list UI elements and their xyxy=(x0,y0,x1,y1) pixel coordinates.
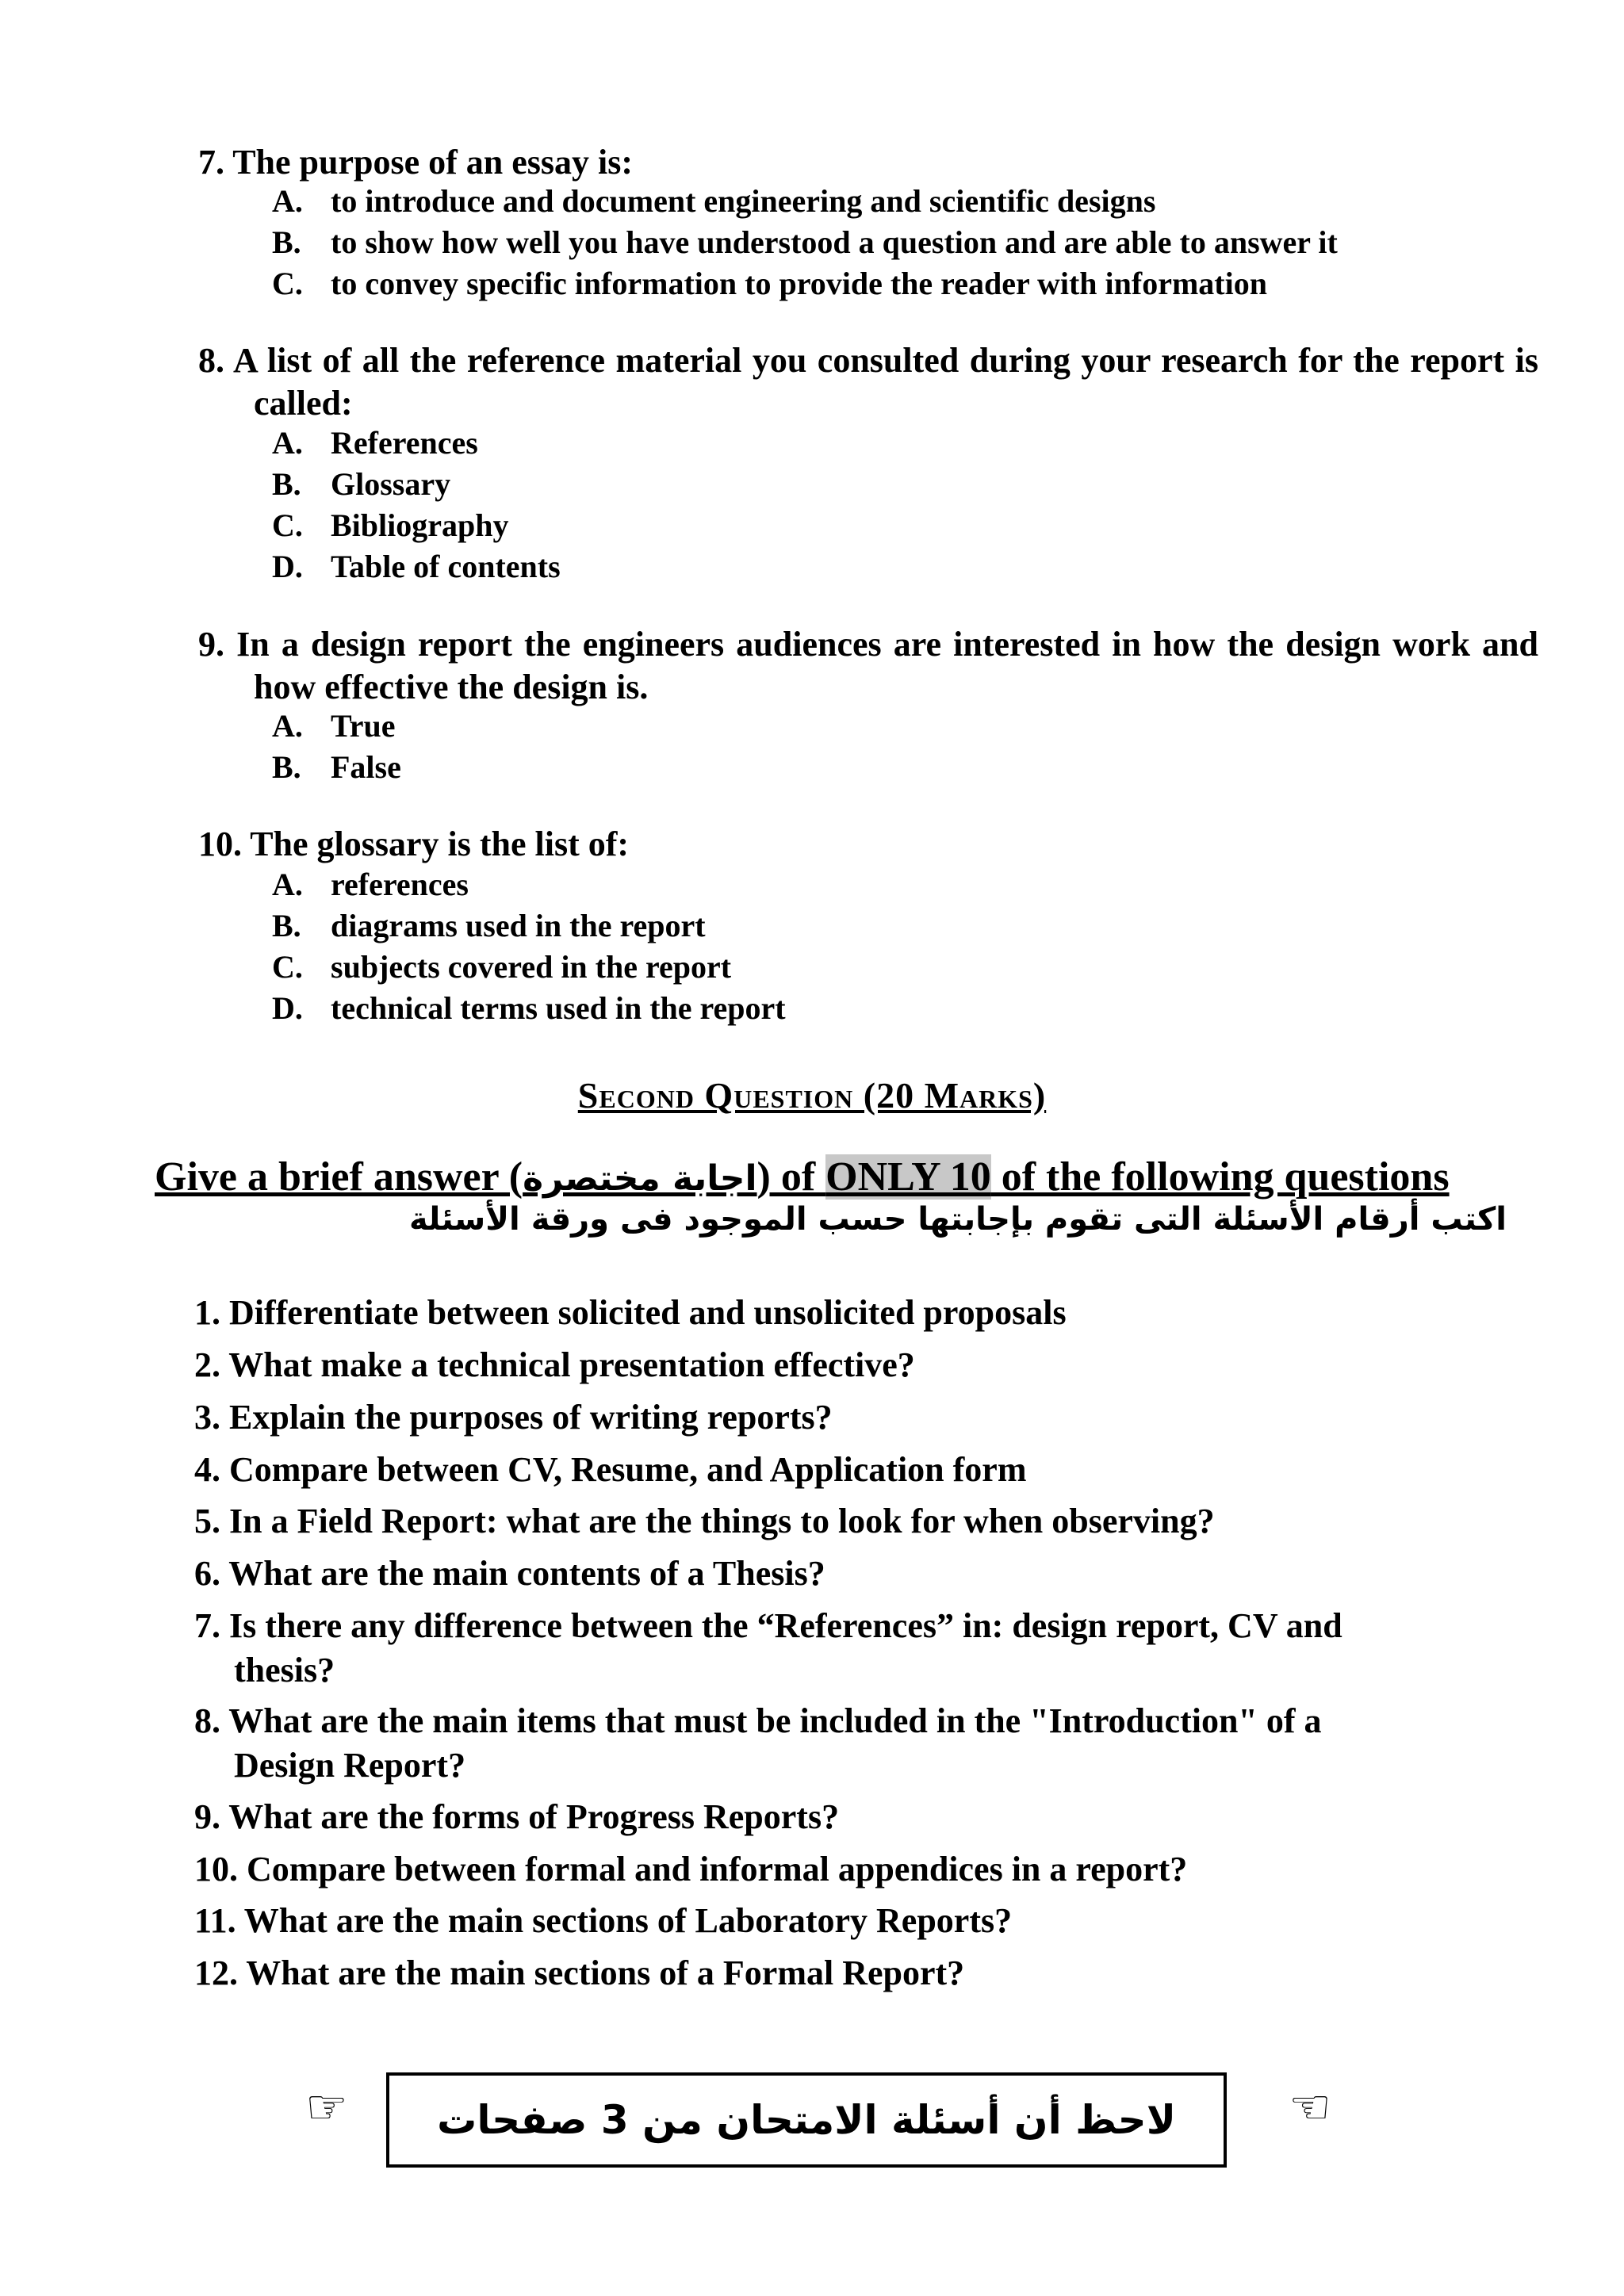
footer-note: لاحظ أن أسئلة الامتحان من 3 صفحات xyxy=(437,2097,1176,2143)
list-item: 8. What are the main items that must be included in the "Introduction" of a Design Report? xyxy=(194,1701,1322,1785)
list-item: 12. What are the main sections of a Formal Report? xyxy=(194,1954,965,1992)
section-title: Second Question (20 Marks) xyxy=(577,1075,1047,1115)
mcq-question-9: 9. In a design report the engineers audiences are interested in how the design work and how effective the design is. xyxy=(198,625,1538,706)
mcq-question-8: 8. A list of all the reference material you consulted during your research for the report is called: xyxy=(198,341,1538,423)
mcq-option: D. Table of contents xyxy=(272,549,561,584)
list-item: 4. Compare between CV, Resume, and Application form xyxy=(194,1450,1027,1489)
arabic-instruction: اكتب أرقام الأسئلة التى تقوم بإجابتها حسب الموجود فى ورقة الأسئلة xyxy=(409,1201,1507,1238)
mcq-option: C. to convey specific information to provide the reader with information xyxy=(272,266,1267,301)
mcq-option: B. to show how well you have understood a question and are able to answer it xyxy=(272,224,1338,260)
mcq-option: B. Glossary xyxy=(272,466,451,502)
mcq-option: B. diagrams used in the report xyxy=(272,908,706,943)
instruction-line: Give a brief answer (اجابة مختصرة) of ONLY 10 of the following questions xyxy=(155,1154,1450,1200)
list-item: 10. Compare between formal and informal appendices in a report? xyxy=(194,1850,1188,1888)
pointing-hand-right-icon: ☞ xyxy=(305,2080,348,2135)
mcq-option: A. True xyxy=(272,708,396,744)
mcq-option: C. subjects covered in the report xyxy=(272,949,732,985)
list-item: 11. What are the main sections of Laboratory Reports? xyxy=(194,1901,1013,1940)
footer-note-box xyxy=(386,2072,1227,2168)
mcq-option: A. References xyxy=(272,425,478,461)
mcq-option: B. False xyxy=(272,749,401,785)
pointing-hand-left-icon: ☜ xyxy=(1289,2080,1331,2135)
list-item: 2. What make a technical presentation effective? xyxy=(194,1345,915,1384)
highlight-only-10: ONLY 10 xyxy=(825,1154,991,1200)
list-item: 1. Differentiate between solicited and unsolicited proposals xyxy=(194,1293,1067,1332)
mcq-option: A. references xyxy=(272,867,469,902)
mcq-option: C. Bibliography xyxy=(272,507,509,543)
mcq-question-10: 10. The glossary is the list of: xyxy=(198,825,630,863)
list-item: 5. In a Field Report: what are the things to look for when observing? xyxy=(194,1502,1215,1540)
mcq-option: A. to introduce and document engineering and scientific designs xyxy=(272,183,1156,219)
list-item: 3. Explain the purposes of writing reports? xyxy=(194,1398,833,1437)
list-item: 7. Is there any difference between the “References” in: design report, CV and thesis? xyxy=(194,1606,1342,1689)
list-item: 9. What are the forms of Progress Reports? xyxy=(194,1797,840,1836)
list-item: 6. What are the main contents of a Thesis? xyxy=(194,1554,825,1593)
mcq-question-7: 7. The purpose of an essay is: xyxy=(198,143,634,182)
mcq-option: D. technical terms used in the report xyxy=(272,990,786,1026)
